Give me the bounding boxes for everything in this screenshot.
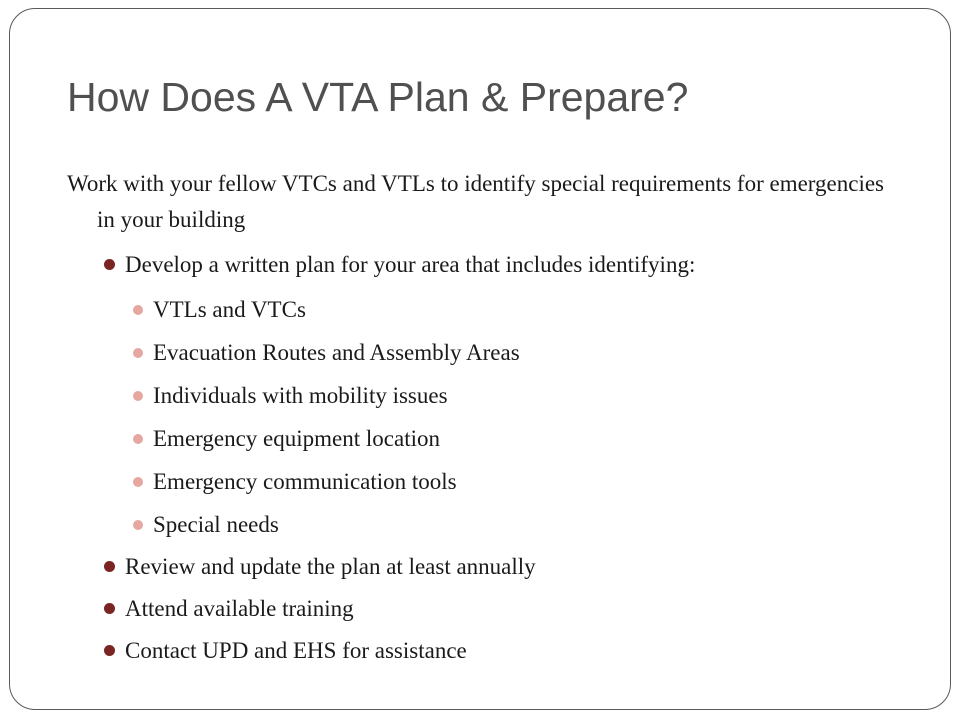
list-item-text: Emergency communication tools <box>153 469 457 494</box>
sub-bullet-dot-icon <box>133 391 143 401</box>
bullet-dot-icon <box>104 603 115 614</box>
list-item <box>67 331 907 374</box>
list-item-text: Special needs <box>153 512 279 537</box>
list-item-text: Review and update the plan at least annually <box>125 554 536 579</box>
list-item <box>67 288 907 331</box>
sub-bullet-dot-icon <box>133 477 143 487</box>
bullet-dot-icon <box>104 645 115 656</box>
list-item-text: VTLs and VTCs <box>153 297 306 322</box>
sub-bullet-dot-icon <box>133 520 143 530</box>
list-item <box>67 244 907 286</box>
sub-bullet-dot-icon <box>133 348 143 358</box>
bullet-list <box>67 244 907 672</box>
list-item-text: Emergency equipment location <box>153 426 440 451</box>
bullet-dot-icon <box>104 561 115 572</box>
list-item <box>67 374 907 417</box>
list-item-text: Individuals with mobility issues <box>153 383 448 408</box>
list-item <box>67 460 907 503</box>
sub-bullet-dot-icon <box>133 305 143 315</box>
slide-frame <box>9 8 951 710</box>
list-item-text: Attend available training <box>125 596 354 621</box>
list-item-text: Evacuation Routes and Assembly Areas <box>153 340 520 365</box>
list-item <box>67 546 907 588</box>
intro-paragraph: Work with your fellow VTCs and VTLs to identify special requirements for emergencies in your building <box>67 171 885 232</box>
list-item <box>67 417 907 460</box>
slide-title: How Does A VTA Plan & Prepare? <box>67 74 689 120</box>
list-item-text: Develop a written plan for your area that includes identifying: <box>125 252 696 277</box>
list-item-text: Contact UPD and EHS for assistance <box>125 638 467 663</box>
list-item <box>67 503 907 546</box>
bullet-dot-icon <box>104 259 115 270</box>
slide-body <box>67 166 907 672</box>
sub-bullet-dot-icon <box>133 434 143 444</box>
list-item <box>67 630 907 672</box>
list-item <box>67 588 907 630</box>
